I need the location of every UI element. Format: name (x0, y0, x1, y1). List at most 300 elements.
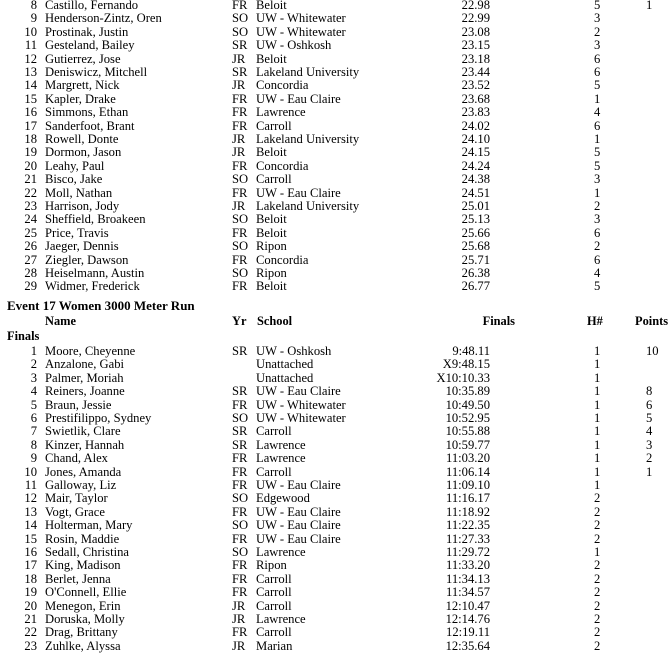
result-school: Beloit (256, 0, 287, 12)
result-row (0, 519, 671, 532)
result-yr: FR (232, 558, 248, 573)
result-school: Carroll (256, 625, 292, 640)
result-mark: 11:34.13 (446, 571, 490, 586)
result-heat: 6 (594, 225, 601, 240)
result-heat: 1 (594, 132, 601, 146)
result-name: Mair, Taylor (45, 491, 108, 506)
result-mark: 23.68 (461, 91, 490, 106)
result-heat: 6 (594, 118, 601, 133)
result-place: 11 (24, 478, 37, 492)
result-school: Unattached (256, 370, 314, 385)
result-school: UW - Eau Claire (256, 91, 341, 106)
result-place: 23 (24, 638, 37, 653)
result-school: UW - Whitewater (256, 411, 346, 425)
result-mark: 11:22.35 (446, 518, 490, 533)
result-yr: FR (232, 91, 248, 106)
result-yr: FR (232, 504, 248, 519)
result-place: 9 (30, 11, 37, 26)
result-place: 11 (24, 38, 37, 53)
result-row (0, 173, 671, 186)
result-place: 21 (24, 172, 37, 187)
result-yr: FR (232, 0, 248, 12)
result-place: 5 (30, 397, 37, 412)
result-name: Reiners, Joanne (45, 384, 125, 399)
result-name: Bisco, Jake (45, 172, 103, 187)
result-mark: 12:10.47 (445, 598, 490, 613)
result-place: 6 (30, 411, 37, 425)
result-school: Concordia (256, 158, 309, 173)
result-name: Gutierrez, Jose (45, 51, 121, 66)
result-school: Lakeland University (256, 65, 360, 79)
result-mark: 12:35.64 (445, 638, 490, 653)
result-place: 20 (24, 158, 37, 173)
result-row (0, 200, 671, 213)
result-name: Henderson-Zintz, Oren (45, 11, 162, 26)
result-row (0, 160, 671, 173)
result-row (0, 425, 671, 438)
result-row (0, 53, 671, 66)
result-mark: 26.38 (461, 266, 490, 280)
result-yr: JR (232, 51, 246, 66)
result-heat: 3 (594, 38, 601, 53)
result-yr: SR (232, 344, 248, 358)
result-heat: 2 (594, 504, 601, 519)
result-name: Deniswicz, Mitchell (45, 65, 148, 79)
result-name: Moll, Nathan (45, 185, 113, 200)
result-place: 17 (24, 118, 37, 133)
result-place: 15 (24, 531, 37, 546)
result-heat: 2 (594, 24, 601, 39)
result-school: Lawrence (256, 437, 306, 452)
result-name: King, Madison (45, 558, 121, 573)
result-heat: 1 (594, 464, 601, 479)
result-place: 15 (24, 91, 37, 106)
result-name: Berlet, Jenna (45, 571, 111, 586)
result-school: UW - Whitewater (256, 24, 346, 39)
result-yr: SO (232, 491, 249, 506)
result-row (0, 133, 671, 146)
result-points: 4 (646, 424, 653, 439)
result-school: UW - Eau Claire (256, 518, 341, 533)
result-heat: 1 (594, 185, 601, 200)
result-mark: 12:14.76 (445, 612, 490, 626)
result-row (0, 358, 671, 371)
result-yr: SO (232, 239, 249, 254)
result-mark: 26.77 (461, 279, 490, 294)
result-yr: SO (232, 411, 249, 425)
result-school: UW - Oshkosh (256, 344, 332, 358)
result-place: 12 (24, 51, 37, 66)
result-heat: 1 (594, 424, 601, 439)
result-heat: 5 (594, 145, 601, 160)
result-mark: 25.66 (461, 225, 490, 240)
result-heat: 2 (594, 625, 601, 640)
result-yr: FR (232, 478, 248, 492)
result-yr: SO (232, 545, 249, 559)
result-heat: 3 (594, 11, 601, 26)
result-name: Harrison, Jody (45, 199, 120, 213)
result-row (0, 227, 671, 240)
result-place: 18 (24, 571, 37, 586)
result-name: Castillo, Fernando (45, 0, 139, 12)
result-mark: 10:35.89 (445, 384, 490, 399)
result-name: Moore, Cheyenne (45, 344, 136, 358)
result-row (0, 240, 671, 253)
result-points: 5 (646, 411, 653, 425)
result-yr: FR (232, 252, 248, 267)
result-yr: FR (232, 225, 248, 240)
result-place: 13 (24, 504, 37, 519)
result-name: Kinzer, Hannah (45, 437, 125, 452)
result-place: 3 (30, 370, 37, 385)
result-place: 18 (24, 132, 37, 146)
result-school: Ripon (256, 239, 287, 254)
result-row (0, 385, 671, 398)
result-school: Carroll (256, 424, 292, 439)
result-yr: SO (232, 24, 249, 39)
result-heat: 1 (594, 370, 601, 385)
result-mark: 23.83 (461, 105, 490, 120)
result-heat: 1 (594, 478, 601, 492)
result-heat: 3 (594, 172, 601, 187)
result-points: 8 (646, 384, 653, 399)
result-mark: 23.52 (461, 78, 490, 93)
result-mark: 24.38 (461, 172, 490, 187)
result-place: 4 (30, 384, 37, 399)
result-mark: X9:48.15 (442, 357, 490, 372)
result-place: 17 (24, 558, 37, 573)
result-yr: SO (232, 266, 249, 280)
result-school: Carroll (256, 571, 292, 586)
result-row (0, 120, 671, 133)
result-heat: 1 (594, 545, 601, 559)
result-school: UW - Eau Claire (256, 478, 341, 492)
result-place: 14 (24, 78, 37, 93)
result-place: 10 (24, 464, 37, 479)
result-row (0, 39, 671, 52)
result-mark: 24.02 (461, 118, 490, 133)
result-row (0, 573, 671, 586)
result-place: 28 (24, 266, 37, 280)
result-heat: 2 (594, 638, 601, 653)
result-row (0, 586, 671, 599)
result-mark: 10:52.95 (445, 411, 490, 425)
result-mark: X10:10.33 (436, 370, 490, 385)
result-school: Beloit (256, 212, 287, 227)
result-yr: SR (232, 38, 248, 53)
result-name: Menegon, Erin (45, 598, 121, 613)
result-heat: 1 (594, 344, 601, 358)
column-header-heat: H# (587, 314, 603, 328)
result-heat: 6 (594, 51, 601, 66)
result-mark: 24.15 (461, 145, 490, 160)
result-name: Jaeger, Dennis (45, 239, 119, 254)
result-mark: 24.10 (461, 132, 490, 146)
result-heat: 2 (594, 518, 601, 533)
result-yr: SO (232, 518, 249, 533)
result-row (0, 533, 671, 546)
result-place: 8 (30, 0, 37, 12)
result-heat: 6 (594, 252, 601, 267)
result-name: Leahy, Paul (45, 158, 105, 173)
result-yr: SR (232, 424, 248, 439)
result-yr: SO (232, 212, 249, 227)
result-place: 23 (24, 199, 37, 213)
result-school: Ripon (256, 558, 287, 573)
result-row (0, 106, 671, 119)
result-points: 6 (646, 397, 653, 412)
result-row (0, 506, 671, 519)
result-school: Beloit (256, 279, 287, 294)
result-heat: 1 (594, 437, 601, 452)
result-row (0, 600, 671, 613)
result-name: O'Connell, Ellie (45, 585, 127, 600)
result-place: 7 (30, 424, 37, 439)
result-school: UW - Eau Claire (256, 185, 341, 200)
result-heat: 2 (594, 585, 601, 600)
result-mark: 23.44 (461, 65, 490, 79)
result-heat: 2 (594, 239, 601, 254)
result-mark: 25.01 (461, 199, 490, 213)
result-place: 16 (24, 545, 37, 559)
result-mark: 11:27.33 (446, 531, 490, 546)
result-yr: SO (232, 11, 249, 26)
column-header-points: Points (635, 314, 669, 328)
result-school: Carroll (256, 598, 292, 613)
result-school: Lawrence (256, 105, 306, 120)
result-yr: FR (232, 158, 248, 173)
result-heat: 4 (594, 266, 601, 280)
result-school: UW - Eau Claire (256, 504, 341, 519)
result-mark: 25.13 (461, 212, 490, 227)
result-row (0, 280, 671, 293)
result-heat: 4 (594, 105, 601, 120)
result-name: Sedall, Christina (45, 545, 129, 559)
result-place: 27 (24, 252, 37, 267)
result-school: Lakeland University (256, 132, 360, 146)
result-heat: 2 (594, 558, 601, 573)
result-mark: 12:19.11 (446, 625, 490, 640)
result-heat: 5 (594, 78, 601, 93)
result-mark: 10:49.50 (445, 397, 490, 412)
result-row (0, 345, 671, 358)
result-row (0, 79, 671, 92)
result-row (0, 93, 671, 106)
result-yr: FR (232, 451, 248, 466)
result-yr: FR (232, 531, 248, 546)
result-heat: 6 (594, 65, 601, 79)
result-school: Unattached (256, 357, 314, 372)
result-row (0, 66, 671, 79)
result-mark: 11:09.10 (446, 478, 490, 492)
result-row (0, 12, 671, 25)
result-heat: 1 (594, 397, 601, 412)
result-yr: FR (232, 105, 248, 120)
result-name: Swietlik, Clare (45, 424, 121, 439)
result-yr: FR (232, 571, 248, 586)
result-place: 19 (24, 585, 37, 600)
result-points: 3 (646, 437, 653, 452)
result-name: Braun, Jessie (45, 397, 112, 412)
result-heat: 5 (594, 279, 601, 294)
result-name: Ziegler, Dawson (45, 252, 129, 267)
result-mark: 22.98 (461, 0, 490, 12)
result-heat: 1 (594, 411, 601, 425)
result-mark: 24.24 (461, 158, 490, 173)
result-school: UW - Whitewater (256, 397, 346, 412)
result-name: Doruska, Molly (45, 612, 125, 626)
result-place: 19 (24, 145, 37, 160)
result-heat: 5 (594, 0, 601, 12)
result-yr: FR (232, 279, 248, 294)
result-school: Ripon (256, 266, 287, 280)
result-place: 22 (24, 625, 37, 640)
result-row (0, 613, 671, 626)
result-place: 9 (30, 451, 37, 466)
column-header-yr: Yr (232, 314, 247, 328)
result-name: Dormon, Jason (45, 145, 122, 160)
result-heat: 1 (594, 357, 601, 372)
result-row (0, 626, 671, 639)
result-row (0, 26, 671, 39)
result-row (0, 267, 671, 280)
result-name: Galloway, Liz (45, 478, 117, 492)
result-mark: 11:33.20 (446, 558, 490, 573)
result-name: Gesteland, Bailey (45, 38, 135, 53)
result-name: Widmer, Frederick (45, 279, 140, 294)
column-header-finals: Finals (482, 314, 515, 328)
result-heat: 1 (594, 91, 601, 106)
result-place: 13 (24, 65, 37, 79)
result-place: 16 (24, 105, 37, 120)
result-school: Lawrence (256, 545, 306, 559)
result-school: Concordia (256, 252, 309, 267)
result-school: UW - Oshkosh (256, 38, 332, 53)
result-school: Marian (256, 638, 293, 653)
result-mark: 11:29.72 (446, 545, 490, 559)
result-mark: 11:16.17 (446, 491, 490, 506)
result-place: 20 (24, 598, 37, 613)
result-school: Lawrence (256, 451, 306, 466)
result-place: 10 (24, 24, 37, 39)
result-heat: 1 (594, 451, 601, 466)
result-name: Drag, Brittany (45, 625, 118, 640)
result-row (0, 372, 671, 385)
result-row (0, 187, 671, 200)
result-yr: FR (232, 464, 248, 479)
result-yr: FR (232, 185, 248, 200)
result-yr: JR (232, 612, 246, 626)
result-mark: 11:34.57 (446, 585, 490, 600)
result-heat: 1 (594, 384, 601, 399)
result-name: Anzalone, Gabi (45, 357, 125, 372)
result-heat: 3 (594, 212, 601, 227)
result-name: Sheffield, Broakeen (45, 212, 146, 227)
result-points: 2 (646, 451, 653, 466)
result-name: Price, Travis (45, 225, 109, 240)
result-school: Carroll (256, 585, 292, 600)
result-points: 1 (646, 464, 653, 479)
result-school: UW - Eau Claire (256, 531, 341, 546)
result-mark: 25.68 (461, 239, 490, 254)
result-mark: 23.18 (461, 51, 490, 66)
result-name: Kapler, Drake (45, 91, 116, 106)
result-row (0, 146, 671, 159)
result-row (0, 546, 671, 559)
result-name: Jones, Amanda (45, 464, 122, 479)
result-row (0, 412, 671, 425)
result-name: Rosin, Maddie (45, 531, 120, 546)
result-row (0, 439, 671, 452)
result-place: 26 (24, 239, 37, 254)
result-heat: 2 (594, 612, 601, 626)
column-header-school: School (257, 314, 293, 328)
result-name: Prestifilippo, Sydney (45, 411, 152, 425)
result-place: 29 (24, 279, 37, 294)
result-row (0, 559, 671, 572)
result-heat: 2 (594, 199, 601, 213)
result-heat: 5 (594, 158, 601, 173)
result-mark: 10:55.88 (445, 424, 490, 439)
result-yr: FR (232, 118, 248, 133)
result-yr: FR (232, 397, 248, 412)
result-row (0, 640, 671, 653)
result-heat: 2 (594, 531, 601, 546)
result-name: Zuhlke, Alyssa (45, 638, 121, 653)
result-mark: 23.08 (461, 24, 490, 39)
result-mark: 23.15 (461, 38, 490, 53)
result-place: 8 (30, 437, 37, 452)
result-place: 21 (24, 612, 37, 626)
result-school: Beloit (256, 225, 287, 240)
result-name: Holterman, Mary (45, 518, 133, 533)
result-row (0, 492, 671, 505)
result-row (0, 254, 671, 267)
result-row (0, 213, 671, 226)
column-header-name: Name (45, 314, 76, 328)
result-place: 22 (24, 185, 37, 200)
result-row (0, 399, 671, 412)
result-place: 25 (24, 225, 37, 240)
result-place: 2 (30, 357, 37, 372)
result-yr: JR (232, 199, 246, 213)
result-yr: JR (232, 598, 246, 613)
result-name: Vogt, Grace (45, 504, 105, 519)
result-school: Carroll (256, 464, 292, 479)
result-row (0, 452, 671, 465)
result-place: 12 (24, 491, 37, 506)
result-school: Carroll (256, 172, 292, 187)
result-mark: 11:03.20 (446, 451, 490, 466)
result-mark: 25.71 (461, 252, 490, 267)
result-yr: SR (232, 384, 248, 399)
result-name: Sanderfoot, Brant (45, 118, 135, 133)
result-school: Beloit (256, 51, 287, 66)
result-name: Simmons, Ethan (45, 105, 129, 120)
result-school: Lawrence (256, 612, 306, 626)
result-school: UW - Eau Claire (256, 384, 341, 399)
result-yr: SO (232, 172, 249, 187)
result-school: Lakeland University (256, 199, 360, 213)
result-name: Palmer, Moriah (45, 370, 124, 385)
result-yr: JR (232, 78, 246, 93)
result-mark: 11:18.92 (446, 504, 490, 519)
result-row (0, 479, 671, 492)
result-place: 1 (30, 344, 37, 358)
result-mark: 22.99 (461, 11, 490, 26)
result-school: UW - Whitewater (256, 11, 346, 26)
result-heat: 2 (594, 598, 601, 613)
